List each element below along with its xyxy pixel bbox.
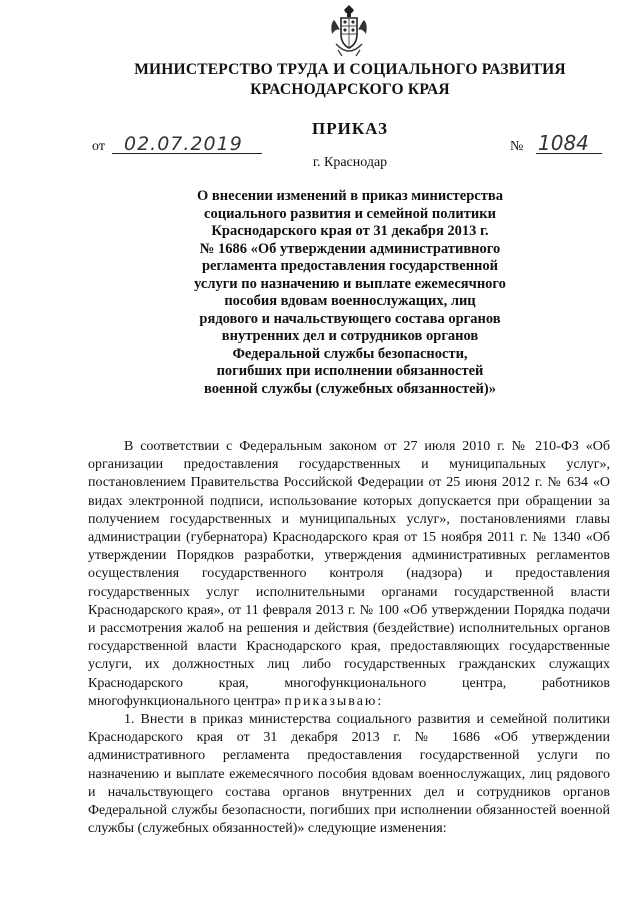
city: г. Краснодар (312, 155, 388, 170)
ministry-line-2: КРАСНОДАРСКОГО КРАЯ (250, 81, 450, 98)
title-line: регламента предоставления государственной (201, 258, 499, 274)
order-word: приказываю: (284, 693, 384, 709)
title-line: пособия вдовам военнослужащих, лиц (224, 293, 476, 309)
date-prefix: от (92, 139, 105, 154)
title-line: погибших при исполнении обязанностей (216, 363, 484, 379)
title-line: Федеральной службы безопасности, (232, 345, 468, 362)
number-underline (536, 153, 602, 154)
title-line: военной службы (служебных обязанностей)» (204, 380, 496, 397)
title-line: социального развития и семейной политики (204, 205, 496, 222)
document-type: ПРИКАЗ (312, 119, 388, 138)
handwritten-date: 02.07.2019 (124, 133, 243, 155)
document-body (88, 438, 610, 838)
title-line: № 1686 «Об утверждении административного (199, 240, 501, 257)
title-line: Краснодарского края от 31 декабря 2013 г. (211, 223, 489, 239)
title-line: внутренних дел и сотрудников органов (221, 328, 479, 344)
title-line: услуги по назначению и выплате ежемесячного (194, 275, 506, 292)
handwritten-number: 1084 (538, 131, 589, 155)
title-line: рядового и начальствующего состава органов (199, 310, 501, 327)
coat-of-arms-icon (326, 4, 372, 60)
preamble-text: В соответствии с Федеральным законом от 27 июля 2010 г. № 210-ФЗ «Об организации предоставления государственных и муниципальных услуг», постановлением Правительства Российской Федерации от 25 июня 2012 г. № 634 «О видах электронной подписи, использование которых допускается при обращении за получением государственных и муниципальных услуг», постановлениями главы администрации (губернатора) Краснодарского края от 15 ноября 2011 г. № 1340 «Об утверждении Порядков разработки, утверждения административных регламентов осуществления государственного контроля (надзора) и предоставления государственных услуг исполнительными органами государственной власти Краснодарского края», от 11 февраля 2013 г. № 100 «Об утверждении Порядка подачи и рассмотрения жалоб на решения и действия (бездействие) исполнительных органов государственной власти Краснодарского края, предоставляющих государственные услуги, их должностных лиц либо государственных гражданских служащих Краснодарского края, многофункционального центра, работников многофункционального центра» (88, 439, 610, 709)
ministry-name (60, 60, 640, 100)
number-prefix: № (510, 139, 524, 154)
title-line: О внесении изменений в приказ министерства (197, 188, 503, 204)
preamble-paragraph (88, 438, 610, 711)
document-title (160, 188, 540, 398)
date-underline (112, 153, 262, 154)
ministry-line-1: МИНИСТЕРСТВО ТРУДА И СОЦИАЛЬНОГО РАЗВИТИЯ (134, 61, 566, 78)
item-1-paragraph: 1. Внести в приказ министерства социального развития и семейной политики Краснодарского края от 31 декабря 2013 г. № 1686 «Об утверждении административного регламента предоставления государственной услуги по назначению и выплате ежемесячного пособия вдовам военнослужащих, лиц рядового и начальствующего состава органов внутренних дел и сотрудников органов Федеральной службы безопасности, погибших при исполнении обязанностей военной службы (служебных обязанностей)» следующие изменения: (88, 712, 610, 837)
